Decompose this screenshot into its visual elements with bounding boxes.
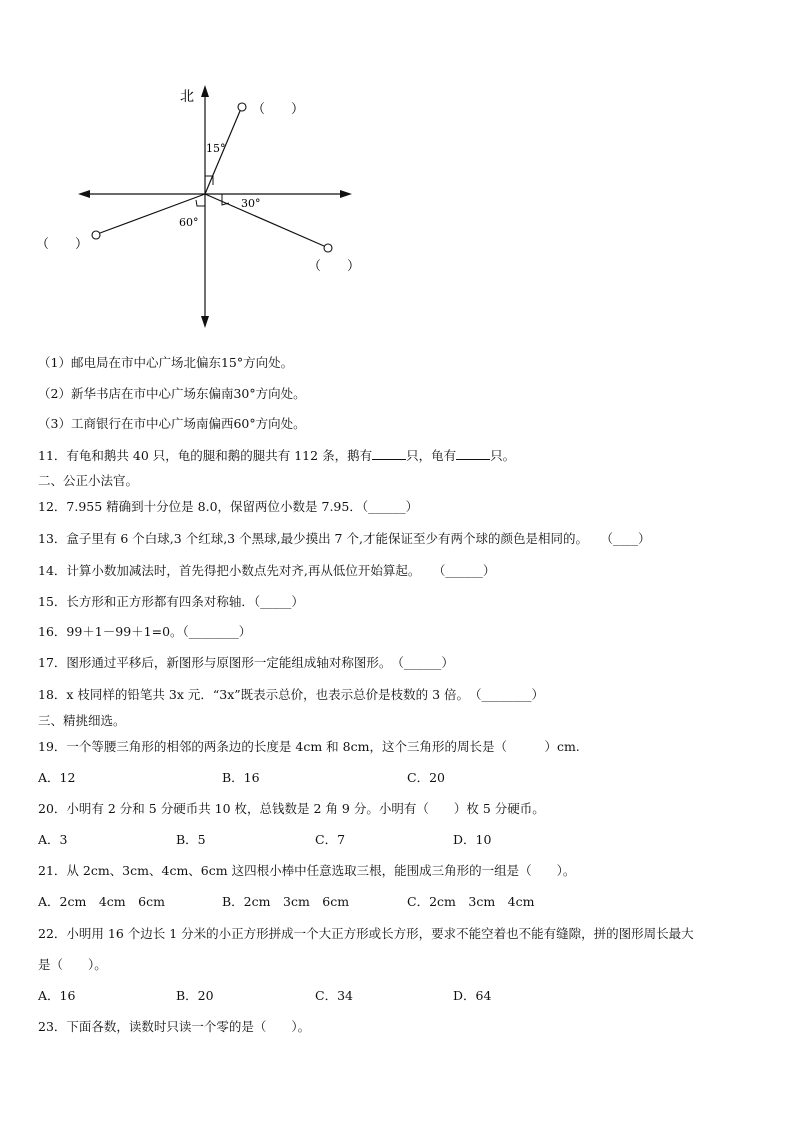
paren-right: （ ） <box>308 259 361 274</box>
q11-text-c: 只。 <box>490 448 516 463</box>
q21-option-c[interactable]: C．2cm 3cm 4cm <box>407 894 535 909</box>
q22-option-a[interactable]: A．16 <box>38 988 76 1003</box>
south-arrow-icon <box>201 316 209 328</box>
paren-left: （ ） <box>36 237 89 252</box>
q11-text-a: 11．有龟和鹅共 40 只，龟的腿和鹅的腿共有 112 条，鹅有 <box>38 448 373 463</box>
question-23: 23．下面各数，读数时只读一个零的是（ ）。 <box>38 1019 311 1034</box>
q20-option-b[interactable]: B．5 <box>176 832 206 847</box>
compass-figure <box>0 0 794 340</box>
q22-option-c[interactable]: C．34 <box>315 988 353 1003</box>
sub-item-3: （3）工商银行在市中心广场南偏西60°方向处。 <box>38 416 306 431</box>
question-22: 22．小明用 16 个边长 1 分米的小正方形拼成一个大正方形或长方形，要求不能空着也不能有缝隙，拼的图形周长最大 <box>38 926 694 941</box>
q11-text-b: 只，龟有 <box>406 448 457 463</box>
q19-option-a[interactable]: A．12 <box>38 770 76 785</box>
angle-label-30: 30° <box>241 197 261 210</box>
point-top <box>238 103 246 111</box>
q22-option-b[interactable]: B．20 <box>176 988 214 1003</box>
q21-option-b[interactable]: B．2cm 3cm 6cm <box>222 894 350 909</box>
paren-top: （ ） <box>252 102 305 117</box>
sub-item-1: （1）邮电局在市中心广场北偏东15°方向处。 <box>38 355 294 370</box>
question-22-continued: 是（ ）。 <box>38 957 107 972</box>
q19-option-c[interactable]: C．20 <box>407 770 445 785</box>
angle-label-15: 15° <box>206 142 226 155</box>
question-18: 18．x 枝同样的铅笔共 3x 元．“3x”既表示总价，也表示总价是枝数的 3 倍。 （________） <box>38 687 545 702</box>
question-13: 13．盒子里有 6 个白球,3 个红球,3 个黑球,最少摸出 7 个,才能保证至少有两个球的颜色是相同的。 （____） <box>38 531 651 546</box>
q20-option-a[interactable]: A．3 <box>38 832 68 847</box>
sub-item-2: （2）新华书店在市中心广场东偏南30°方向处。 <box>38 386 306 401</box>
point-right <box>324 244 332 252</box>
question-21: 21．从 2cm、3cm、4cm、6cm 这四根小棒中任意选取三根，能围成三角形的一组是（ ）。 <box>38 863 576 878</box>
ray-east-south <box>205 194 324 246</box>
question-11 <box>38 447 515 464</box>
question-19: 19．一个等腰三角形的相邻的两条边的长度是 4cm 和 8cm，这个三角形的周长是（ ）cm. <box>38 739 580 754</box>
question-16: 16．99＋1－99＋1=0。（________） <box>38 624 252 639</box>
q19-option-b[interactable]: B．16 <box>222 770 260 785</box>
east-arrow-icon <box>340 190 352 198</box>
angle-mark-60 <box>196 200 205 206</box>
section-2-heading: 二、公正小法官。 <box>38 473 139 488</box>
section-3-heading: 三、精挑细选。 <box>38 713 126 728</box>
q20-option-c[interactable]: C．7 <box>315 832 346 847</box>
west-arrow-icon <box>78 190 90 198</box>
q20-option-d[interactable]: D．10 <box>453 832 492 847</box>
question-20: 20．小明有 2 分和 5 分硬币共 10 枚，总钱数是 2 角 9 分。小明有（ ）枚 5 分硬币。 <box>38 801 545 816</box>
q11-blank-turtles[interactable] <box>456 447 490 460</box>
north-label: 北 <box>180 89 194 105</box>
q22-option-d[interactable]: D．64 <box>453 988 492 1003</box>
north-arrow-icon <box>201 85 209 97</box>
direction-diagram <box>0 0 794 340</box>
q21-option-a[interactable]: A．2cm 4cm 6cm <box>38 894 165 909</box>
q11-blank-geese[interactable] <box>372 447 406 460</box>
angle-label-60: 60° <box>179 216 199 229</box>
question-17: 17．图形通过平移后，新图形与原图形一定能组成轴对称图形。 （______） <box>38 655 454 670</box>
point-left <box>92 231 100 239</box>
question-12: 12．7.955 精确到十分位是 8.0，保留两位小数是 7.95．（______） <box>38 499 419 514</box>
question-15: 15．长方形和正方形都有四条对称轴．（_____） <box>38 594 304 609</box>
question-14: 14．计算小数加减法时，首先得把小数点先对齐,再从低位开始算起。 （______） <box>38 563 496 578</box>
